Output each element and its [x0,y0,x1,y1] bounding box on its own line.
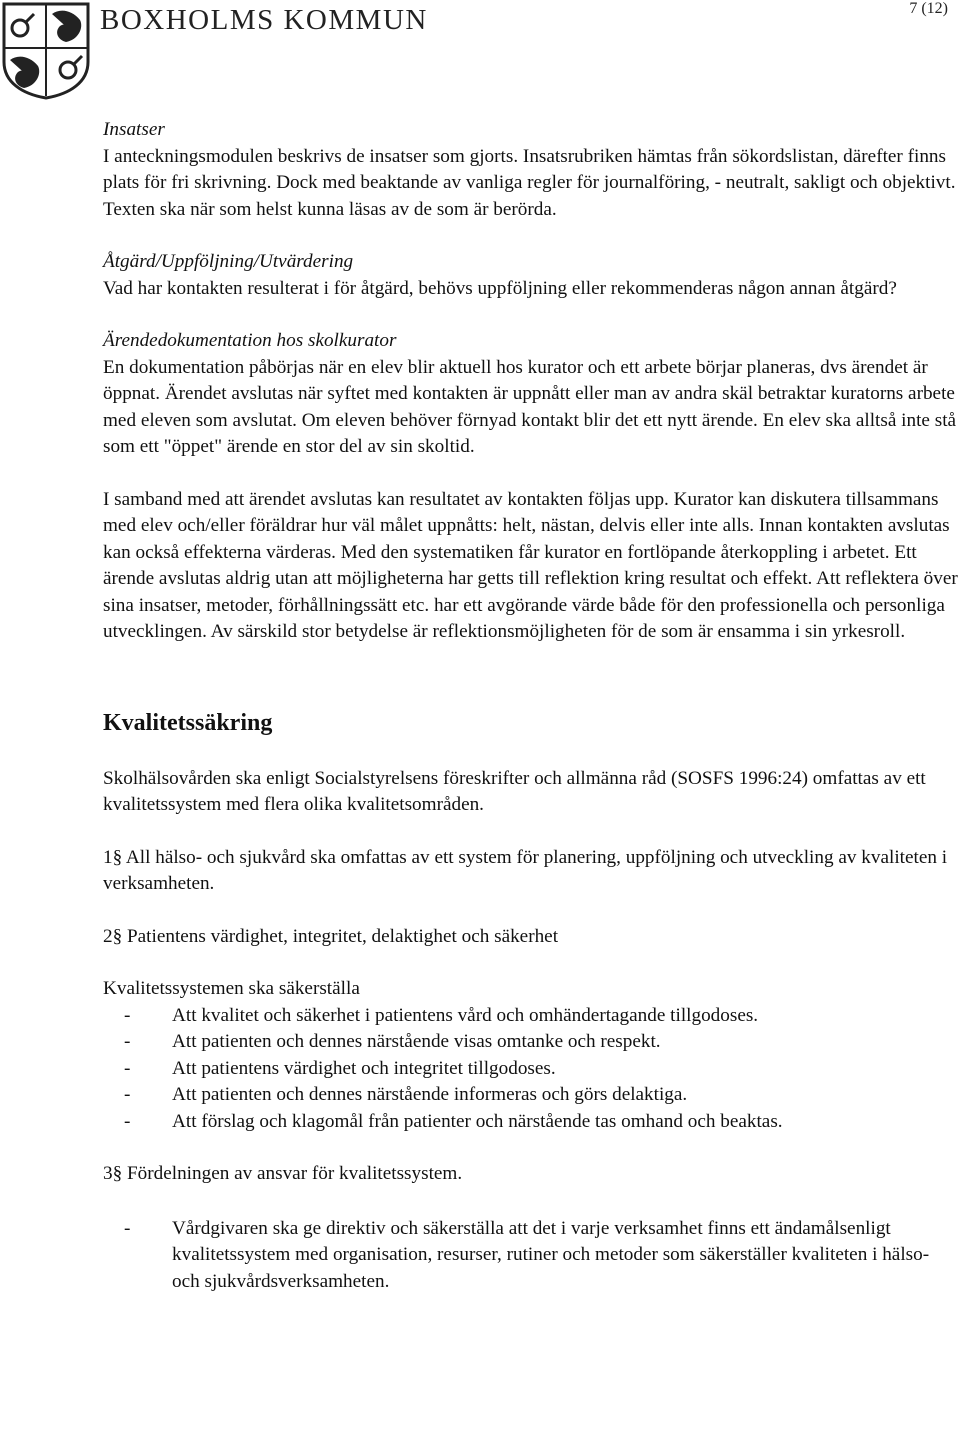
document-body [103,117,959,1295]
list-item: - Att patienten och dennes närstående informeras och görs delaktiga. [124,1084,688,1105]
system-list [103,1003,959,1136]
section-title-arende: Ärendedokumentation hos skolkurator [103,330,397,351]
list-item: - Att kvalitet och säkerhet i patientens vård och omhändertagande tillgodoses. [124,1004,759,1026]
paragraph-3: 3§ Fördelningen av ansvar för kvalitetssystem. [103,1163,463,1184]
heading-kvalitetssakring: Kvalitetssäkring [103,709,273,736]
organization-name: BOXHOLMS KOMMUN [100,4,428,36]
section-title-atgard: Åtgärd/Uppföljning/Utvärdering [103,251,354,272]
municipal-crest-logo [0,0,92,100]
list-item: - Att förslag och klagomål från patienter och närstående tas omhand och beaktas. [124,1110,783,1132]
paragraph-2: 2§ Patientens värdighet, integritet, delaktighet och säkerhet [103,925,559,947]
list-item: - Att patientens värdighet och integritet tillgodoses. [124,1057,556,1079]
section-title-insatser: Insatser [103,119,165,140]
paragraph-kvalitet-intro: Skolhälsovården ska enligt Socialstyrelsens föreskrifter och allmänna råd (SOSFS 1996:24) omfattas av ett kvalitetssystem med flera olika kvalitetsområden. [103,767,926,815]
list-item: - Att patienten och dennes närstående visas omtanke och respekt. [124,1031,661,1052]
paragraph-1: 1§ All hälso- och sjukvård ska omfattas av ett system för planering, uppföljning och utveckling av kvaliteten i verksamheten. [103,846,948,894]
list-item: - Vårdgivaren ska ge direktiv och säkerställa att det i varje verksamhet finns ett ändamålsenligt kvalitetssystem med organisation, resurser, rutiner och metoder som säkerställer kvaliteten i hälso- och sjukvårdsverksamheten. [124,1217,930,1292]
paragraph-atgard: Vad har kontakten resulterat i för åtgärd, behövs uppföljning eller rekommenderas någon annan åtgärd? [103,277,897,299]
ansvar-list [103,1216,959,1296]
paragraph-samband: I samband med att ärendet avslutas kan resultatet av kontakten följas upp. Kurator kan diskutera tillsammans med elev och/eller föräldrar hur väl målet uppnåtts: helt, nästan, delvis eller inte alls. Innan kontakten avslutas kan också effekterna värderas. Med den systematiken får kurator en fortlöpande återkoppling i arbetet. Ett ärende avslutas aldrig utan att möjligheterna har getts till reflektion kring resultat och effekt. Att reflektera över sina insatser, metoder, förhållningssätt etc. har ett avgörande värde både för den professionella och personliga utvecklingen. Av särskild stor betydelse är reflektionsmöjligheten för de som är ensamma i sin yrkesroll. [103,488,958,642]
paragraph-arende: En dokumentation påbörjas när en elev blir aktuell hos kurator och ett arbete börjar planeras, dvs ärendet är öppnat. Ärendet avslutas när syftet med kontakten är uppnått eller man av andra skäl betraktar kuratorns arbete med eleven som avslutat. Om eleven behöver förnyad kontakt blir det ett nytt ärende. En elev ska alltså inte stå som ett "öppet" ärende en stor del av sin skoltid. [103,356,957,457]
paragraph-insatser: I anteckningsmodulen beskrivs de insatser som gjorts. Insatsrubriken hämtas från sökordslistan, därefter finns plats för fri skrivning. Dock med beaktande av vanliga regler för journalföring, - neutralt, sakligt och objektivt. Texten ska när som helst kunna läsas av de som är berörda. [103,145,956,220]
system-list-intro: Kvalitetssystemen ska säkerställa [103,978,360,999]
page-number: 7 (12) [909,0,948,17]
